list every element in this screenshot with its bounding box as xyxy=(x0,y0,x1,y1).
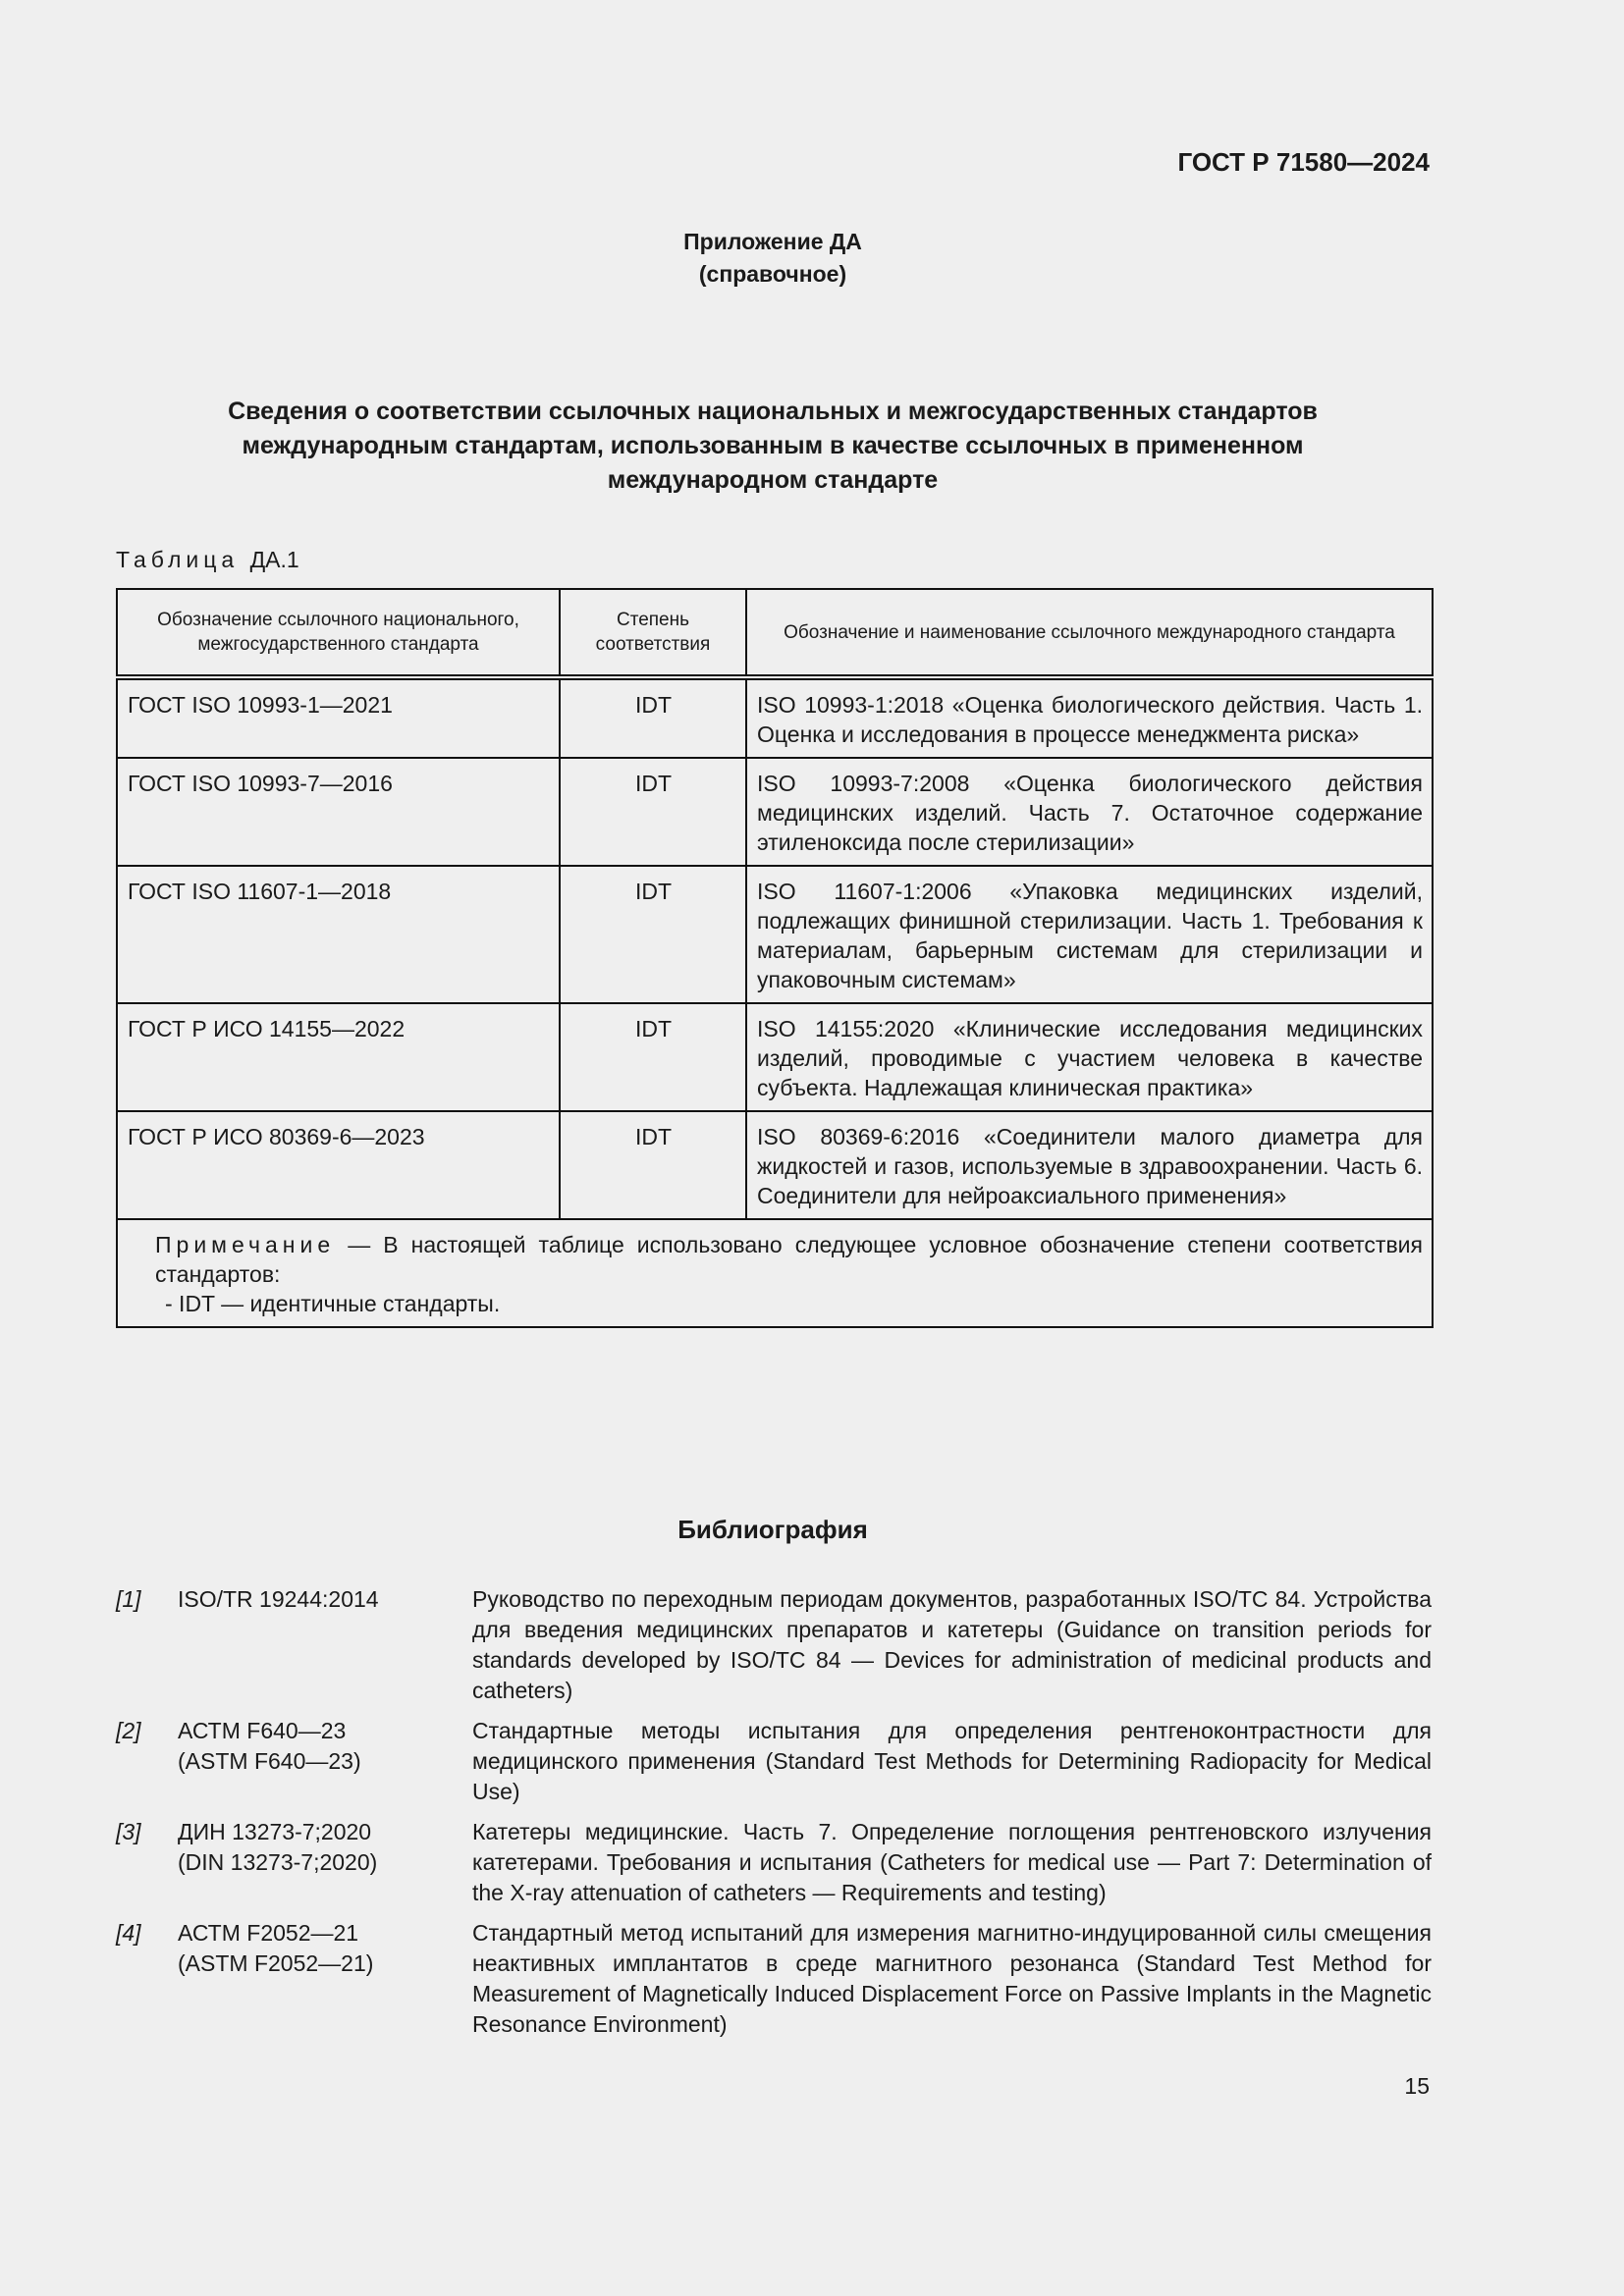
table-caption-label: Таблица xyxy=(116,547,240,572)
degree-cell: IDT xyxy=(560,677,746,758)
bibliography-title: Библиография xyxy=(677,1515,868,1544)
international-standard-cell: ISO 14155:2020 «Клинические исследования медицинских изделий, проводимые с участием человека в качестве субъекта. Надлежащая клиническая практика» xyxy=(746,1003,1433,1111)
international-standard-cell: ISO 10993-7:2008 «Оценка биологического действия медицинских изделий. Часть 7. Остаточное содержание этиленоксида после стерилизации» xyxy=(746,758,1433,866)
bibliography-code-line: АСТМ F2052—21 xyxy=(178,1920,359,1946)
bibliography-text: Руководство по переходным периодам документов, разработанных ISO/TC 84. Устройства для введения медицинских препаратов и катетеры (Guidance on transition periods for standards developed by ISO/TC 84 — Devices for administration of medicinal products and catheters) xyxy=(472,1586,1432,1703)
annex-heading xyxy=(0,226,1545,291)
international-standard-cell: ISO 10993-1:2018 «Оценка биологического действия. Часть 1. Оценка и исследования в процессе менеджмента риска» xyxy=(746,677,1433,758)
section-heading xyxy=(157,395,1388,498)
table-row xyxy=(117,866,1433,1003)
national-standard-cell: ГОСТ ISO 10993-7—2016 xyxy=(117,758,560,866)
bibliography-code xyxy=(178,1716,472,1807)
bibliography-item xyxy=(116,1817,1432,1908)
annex-subtitle: (справочное) xyxy=(698,261,847,287)
bibliography-item xyxy=(116,1716,1432,1807)
bibliography-code-line: ДИН 13273-7;2020 xyxy=(178,1819,372,1844)
document-code: ГОСТ Р 71580—2024 xyxy=(1177,147,1430,177)
bibliography-number: [3] xyxy=(116,1819,141,1844)
table-caption-number: ДА.1 xyxy=(249,547,299,572)
table-header-row xyxy=(117,589,1433,677)
table-caption xyxy=(116,547,299,573)
bibliography-text: Стандартный метод испытаний для измерения магнитно-индуцированной силы смещения неактивных имплантатов в среде магнитного резонанса (Standard Test Method for Measurement of Magnetically Induced Displacement Force on Passive Implants in the Magnetic Resonance Environment) xyxy=(472,1920,1432,2037)
column-header: Обозначение и наименование ссылочного международного стандарта xyxy=(746,589,1433,677)
bibliography-text: Стандартные методы испытания для определения рентгеноконтрастности для медицинского применения (Standard Test Methods for Determining Radiopacity for Medical Use) xyxy=(472,1718,1432,1804)
column-header: Степень соответствия xyxy=(560,589,746,677)
bibliography-text: Катетеры медицинские. Часть 7. Определение поглощения рентгеновского излучения катетерами. Требования и испытания (Catheters for medical use — Part 7: Determination of the X-ray attenuation of catheters — Requirements and testing) xyxy=(472,1819,1432,1905)
degree-cell: IDT xyxy=(560,758,746,866)
bibliography-code-line: (DIN 13273-7;2020) xyxy=(178,1849,378,1875)
table-row xyxy=(117,1111,1433,1219)
note-text: — В настоящей таблице использовано следующее условное обозначение степени соответствия стандартов: xyxy=(155,1232,1423,1287)
note-list-item: - IDT — идентичные стандарты. xyxy=(165,1291,501,1316)
note-label: Примечание xyxy=(155,1232,336,1257)
national-standard-cell: ГОСТ ISO 11607-1—2018 xyxy=(117,866,560,1003)
bibliography-number: [1] xyxy=(116,1586,141,1612)
international-standard-cell: ISO 11607-1:2006 «Упаковка медицинских изделий, подлежащих финишной стерилизации. Часть 1. Требования к материалам, барьерным системам для стерилизации и упаковочным системам» xyxy=(746,866,1433,1003)
national-standard-cell: ГОСТ Р ИСО 80369-6—2023 xyxy=(117,1111,560,1219)
column-header: Обозначение ссылочного национального, межгосударственного стандарта xyxy=(117,589,560,677)
table-row xyxy=(117,677,1433,758)
bibliography-code-line: АСТМ F640—23 xyxy=(178,1718,347,1743)
annex-title: Приложение ДА xyxy=(683,229,862,254)
bibliography-number: [4] xyxy=(116,1920,141,1946)
bibliography-list xyxy=(116,1584,1432,2050)
table-note-row xyxy=(117,1219,1433,1327)
table-row xyxy=(117,758,1433,866)
national-standard-cell: ГОСТ Р ИСО 14155—2022 xyxy=(117,1003,560,1111)
table-row xyxy=(117,1003,1433,1111)
bibliography-code xyxy=(178,1918,472,2040)
degree-cell: IDT xyxy=(560,866,746,1003)
degree-cell: IDT xyxy=(560,1111,746,1219)
page-number: 15 xyxy=(1404,2073,1430,2099)
bibliography-code-line: ISO/TR 19244:2014 xyxy=(178,1586,379,1612)
bibliography-code xyxy=(178,1584,472,1706)
bibliography-item xyxy=(116,1918,1432,2040)
standards-table xyxy=(116,588,1434,1328)
note-paragraph xyxy=(128,1230,1423,1289)
heading-line: Сведения о соответствии ссылочных национальных и межгосударственных стандартов xyxy=(228,398,1318,425)
bibliography-code xyxy=(178,1817,472,1908)
heading-line: международном стандарте xyxy=(607,466,939,494)
international-standard-cell: ISO 80369-6:2016 «Соединители малого диаметра для жидкостей и газов, используемые в здравоохранении. Часть 6. Соединители для нейроаксиального применения» xyxy=(746,1111,1433,1219)
bibliography-item xyxy=(116,1584,1432,1706)
degree-cell: IDT xyxy=(560,1003,746,1111)
table-note xyxy=(117,1219,1433,1327)
heading-line: международным стандартам, использованным в качестве ссылочных в примененном xyxy=(242,432,1304,459)
bibliography-code-line: (ASTM F640—23) xyxy=(178,1748,361,1774)
bibliography-code-line: (ASTM F2052—21) xyxy=(178,1950,374,1976)
national-standard-cell: ГОСТ ISO 10993-1—2021 xyxy=(117,677,560,758)
bibliography-number: [2] xyxy=(116,1718,141,1743)
